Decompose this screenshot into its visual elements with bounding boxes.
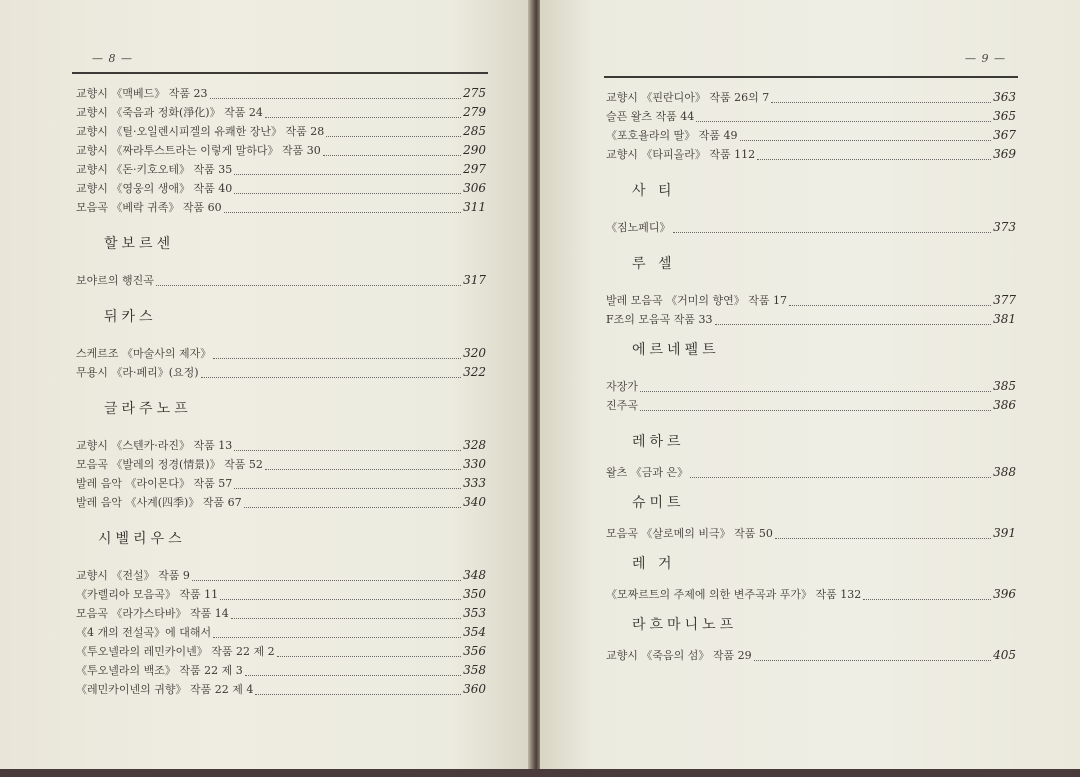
toc-entry [76,103,486,122]
entry-page: 330 [463,457,486,471]
entry-title: 《레민카이넨의 귀향》 작품 22 제 4 [76,683,254,696]
toc-entry [606,291,1016,310]
entry-title: 교향시 《짜라투스트라는 이렇게 말하다》 작품 30 [76,144,321,157]
composer-heading: 루 셀 [632,256,676,272]
left-toc [76,84,486,699]
entry-title: F조의 모음곡 작품 33 [606,313,713,326]
composer-heading: 레하르 [632,434,685,450]
entry-title: 자장가 [606,380,638,393]
entry-page: 297 [463,162,486,176]
toc-entry [76,271,486,290]
entry-title: 교향시 《타피올라》 작품 112 [606,148,756,161]
toc-section [606,490,1016,543]
entry-page: 340 [463,495,486,509]
toc-section [606,429,1016,482]
composer-heading: 할보르센 [104,236,175,252]
toc-entry [606,218,1016,237]
entry-title: 교향시 《돈·키호오테》 작품 35 [76,163,233,176]
toc-entry [76,436,486,455]
leader-dots [740,130,992,141]
composer-heading: 슈미트 [632,495,685,511]
toc-entry [76,179,486,198]
leader-dots [244,497,462,508]
leader-dots [224,202,461,213]
toc-section [76,304,486,382]
leader-dots [220,589,461,600]
entry-title: 왈츠 《금과 은》 [606,466,689,479]
toc-entry [76,585,486,604]
entry-title: 스케르조 《마술사의 제자》 [76,347,212,360]
leader-dots [231,608,461,619]
entry-title: 교향시 《핀란디아》 작품 26의 7 [606,91,770,104]
entry-page: 333 [463,476,486,490]
leader-dots [640,381,991,392]
toc-entry [76,642,486,661]
toc-entry [606,377,1016,396]
leader-dots [277,646,461,657]
entry-title: 모음곡 《베락 귀족》 작품 60 [76,201,222,214]
entry-page: 396 [993,587,1016,601]
composer-heading: 레 거 [632,556,676,572]
leader-dots [775,528,991,539]
entry-title: 슬픈 왈츠 작품 44 [606,110,695,123]
toc-entry [76,160,486,179]
toc-entry [76,344,486,363]
entry-title: 교향시 《스텐카·라진》 작품 13 [76,439,233,452]
entry-page: 405 [993,648,1016,662]
entry-title: 발레 모음곡 《거미의 향연》 작품 17 [606,294,787,307]
entry-title: 모음곡 《라가스타바》 작품 14 [76,607,229,620]
toc-entry [606,145,1016,164]
toc-entry [76,455,486,474]
leader-dots [754,650,991,661]
entry-page: 353 [463,606,486,620]
entry-title: 모음곡 《발레의 정경(情景)》 작품 52 [76,458,263,471]
leader-dots [789,295,991,306]
toc-entry [76,661,486,680]
right-page [540,0,1080,777]
entry-page: 391 [993,526,1016,540]
toc-entry [76,493,486,512]
leader-dots [696,111,991,122]
toc-entry [76,474,486,493]
toc-entry [606,463,1016,482]
entry-page: 350 [463,587,486,601]
toc-entry [76,84,486,103]
entry-page: 311 [463,200,486,214]
entry-title: 교향시 《맥베드》 작품 23 [76,87,208,100]
right-toc [606,88,1016,665]
leader-dots [265,459,461,470]
left-page [0,0,530,777]
entry-title: 《짐노페디》 [606,221,671,234]
toc-entry [76,623,486,642]
entry-title: 발레 음악 《라이몬다》 작품 57 [76,477,233,490]
entry-title: 교향시 《전설》 작품 9 [76,569,190,582]
header-rule [604,76,1018,78]
leader-dots [213,348,461,359]
entry-page: 275 [463,86,486,100]
toc-section [76,526,486,699]
toc-section [606,551,1016,604]
toc-entry [76,680,486,699]
entry-page: 290 [463,143,486,157]
entry-title: 보야르의 행진곡 [76,274,154,287]
entry-page: 358 [463,663,486,677]
toc-section [606,612,1016,665]
entry-page: 377 [993,293,1016,307]
entry-title: 교향시 《죽음과 정화(淨化)》 작품 24 [76,106,263,119]
entry-title: 교향시 《죽음의 섬》 작품 29 [606,649,752,662]
toc-section [76,396,486,512]
entry-page: 306 [463,181,486,195]
toc-entry [606,310,1016,329]
leader-dots [757,149,991,160]
page-number: — 9 — [965,52,1006,65]
toc-entry [606,396,1016,415]
entry-page: 317 [463,273,486,287]
toc-section [606,88,1016,164]
toc-entry [76,566,486,585]
composer-heading: 라흐마니노프 [632,617,738,633]
entry-title: 《투오넬라의 레민카이넨》 작품 22 제 2 [76,645,275,658]
entry-page: 320 [463,346,486,360]
leader-dots [156,275,461,286]
toc-entry [76,198,486,217]
leader-dots [771,92,991,103]
entry-page: 369 [993,147,1016,161]
leader-dots [192,570,461,581]
entry-title: 《모짜르트의 주제에 의한 변주곡과 푸가》 작품 132 [606,588,862,601]
leader-dots [265,107,461,118]
leader-dots [715,314,992,325]
entry-title: 《카렐리아 모음곡》 작품 11 [76,588,219,601]
toc-section [606,251,1016,329]
entry-page: 322 [463,365,486,379]
entry-title: 교향시 《영웅의 생애》 작품 40 [76,182,233,195]
book-cover-edge [0,769,1080,777]
leader-dots [673,222,992,233]
composer-heading: 에르네펠트 [632,342,720,358]
leader-dots [234,183,461,194]
toc-entry [606,107,1016,126]
toc-entry [76,604,486,623]
entry-page: 360 [463,682,486,696]
page-number: — 8 — [92,52,133,65]
leader-dots [326,126,461,137]
leader-dots [863,589,991,600]
leader-dots [640,400,991,411]
leader-dots [255,684,461,695]
entry-page: 365 [993,109,1016,123]
toc-entry [76,141,486,160]
header-rule [72,72,488,74]
toc-section [606,178,1016,237]
entry-title: 발레 음악 《사계(四季)》 작품 67 [76,496,242,509]
leader-dots [245,665,461,676]
leader-dots [690,467,991,478]
toc-section [76,231,486,290]
entry-title: 《투오넬라의 백조》 작품 22 제 3 [76,664,243,677]
leader-dots [234,478,461,489]
entry-title: 《4 개의 전설곡》에 대해서 [76,626,212,639]
composer-heading: 글라주노프 [104,401,192,417]
entry-title: 무용시 《라·페리》(요정) [76,366,199,379]
leader-dots [201,367,462,378]
composer-heading: 뒤카스 [104,309,157,325]
entry-title: 교향시 《틸·오일렌시피겔의 유쾌한 장난》 작품 28 [76,125,325,138]
toc-section [606,337,1016,415]
entry-page: 373 [993,220,1016,234]
toc-entry [606,88,1016,107]
entry-page: 367 [993,128,1016,142]
leader-dots [323,145,461,156]
leader-dots [234,440,461,451]
entry-page: 388 [993,465,1016,479]
entry-page: 279 [463,105,486,119]
composer-heading: 사 티 [632,183,676,199]
entry-page: 328 [463,438,486,452]
toc-entry [606,585,1016,604]
entry-page: 381 [993,312,1016,326]
entry-page: 385 [993,379,1016,393]
entry-page: 356 [463,644,486,658]
toc-entry [606,126,1016,145]
composer-heading: 시벨리우스 [98,531,186,547]
entry-page: 363 [993,90,1016,104]
entry-page: 354 [463,625,486,639]
toc-entry [606,524,1016,543]
toc-entry [76,122,486,141]
entry-page: 386 [993,398,1016,412]
entry-title: 모음곡 《살로메의 비극》 작품 50 [606,527,773,540]
leader-dots [210,88,462,99]
toc-entry [76,363,486,382]
entry-title: 《포호욜라의 딸》 작품 49 [606,129,738,142]
toc-entry [606,646,1016,665]
leader-dots [234,164,461,175]
entry-page: 348 [463,568,486,582]
entry-page: 285 [463,124,486,138]
toc-section [76,84,486,217]
entry-title: 진주곡 [606,399,638,412]
leader-dots [213,627,461,638]
